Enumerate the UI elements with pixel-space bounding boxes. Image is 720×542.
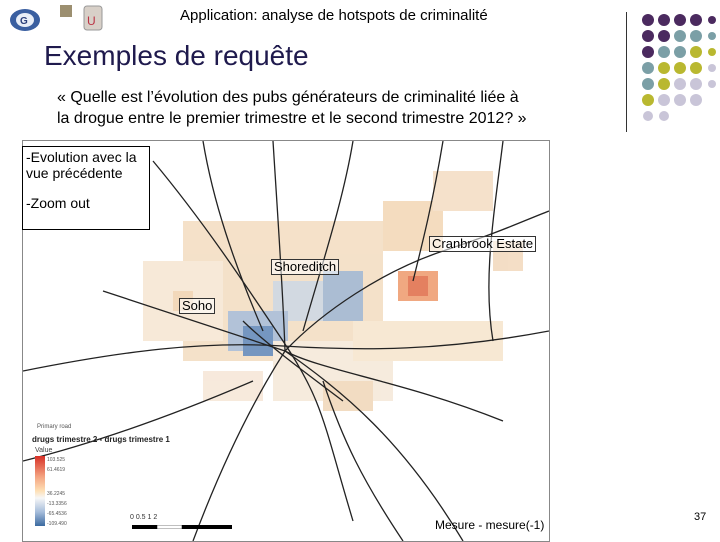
label-soho: Soho [179,298,215,314]
label-cranbrook-estate: Cranbrook Estate [429,236,536,252]
scale-bar [132,525,232,529]
legend-title: drugs trimestre 2 - drugs trimestre 1 [32,435,170,444]
ulg-logo-icon [8,6,42,34]
legend-value: -109.490 [47,521,67,527]
query-question [57,87,597,129]
question-line-1: « Quelle est l’évolution des pubs générateurs de criminalité liée à [57,89,519,106]
page-number: 37 [694,511,707,523]
ulg-crest-icon [82,4,104,34]
universite-de-liege-logo [54,4,78,36]
heat-cells [143,171,523,411]
legend-color-ramp [35,456,45,526]
legend-road-key: Primary road [37,424,72,430]
decor-dot-grid [640,12,716,122]
measure-label: Mesure - mesure(-1) [435,518,545,532]
callout-item-zoom: -Zoom out [26,195,90,211]
legend-value: 36.2245 [47,491,66,497]
legend-subtitle: Value [35,447,53,454]
legend-values [47,455,67,529]
legend-value: 103.525 [47,457,66,463]
legend-value: -13.3356 [47,501,67,507]
slide-title: Exemples de requête [44,40,309,71]
callout-item-evolution: -Evolution avec la vue précédente [26,149,137,181]
label-shoreditch: Shoreditch [271,259,339,275]
svg-text:U: U [87,14,96,28]
legend-value: 61.4619 [47,467,66,473]
svg-text:G: G [20,16,28,27]
scale-labels: 0 0.5 1 2 [130,514,158,521]
app-title: Application: analyse de hotspots de criminalité [180,7,488,24]
decor-divider [626,12,627,132]
annotation-callout [22,146,150,230]
question-line-2: la drogue entre le premier trimestre et le second trimestre 2012? » [57,110,527,127]
legend-value: -65.4536 [47,511,67,517]
